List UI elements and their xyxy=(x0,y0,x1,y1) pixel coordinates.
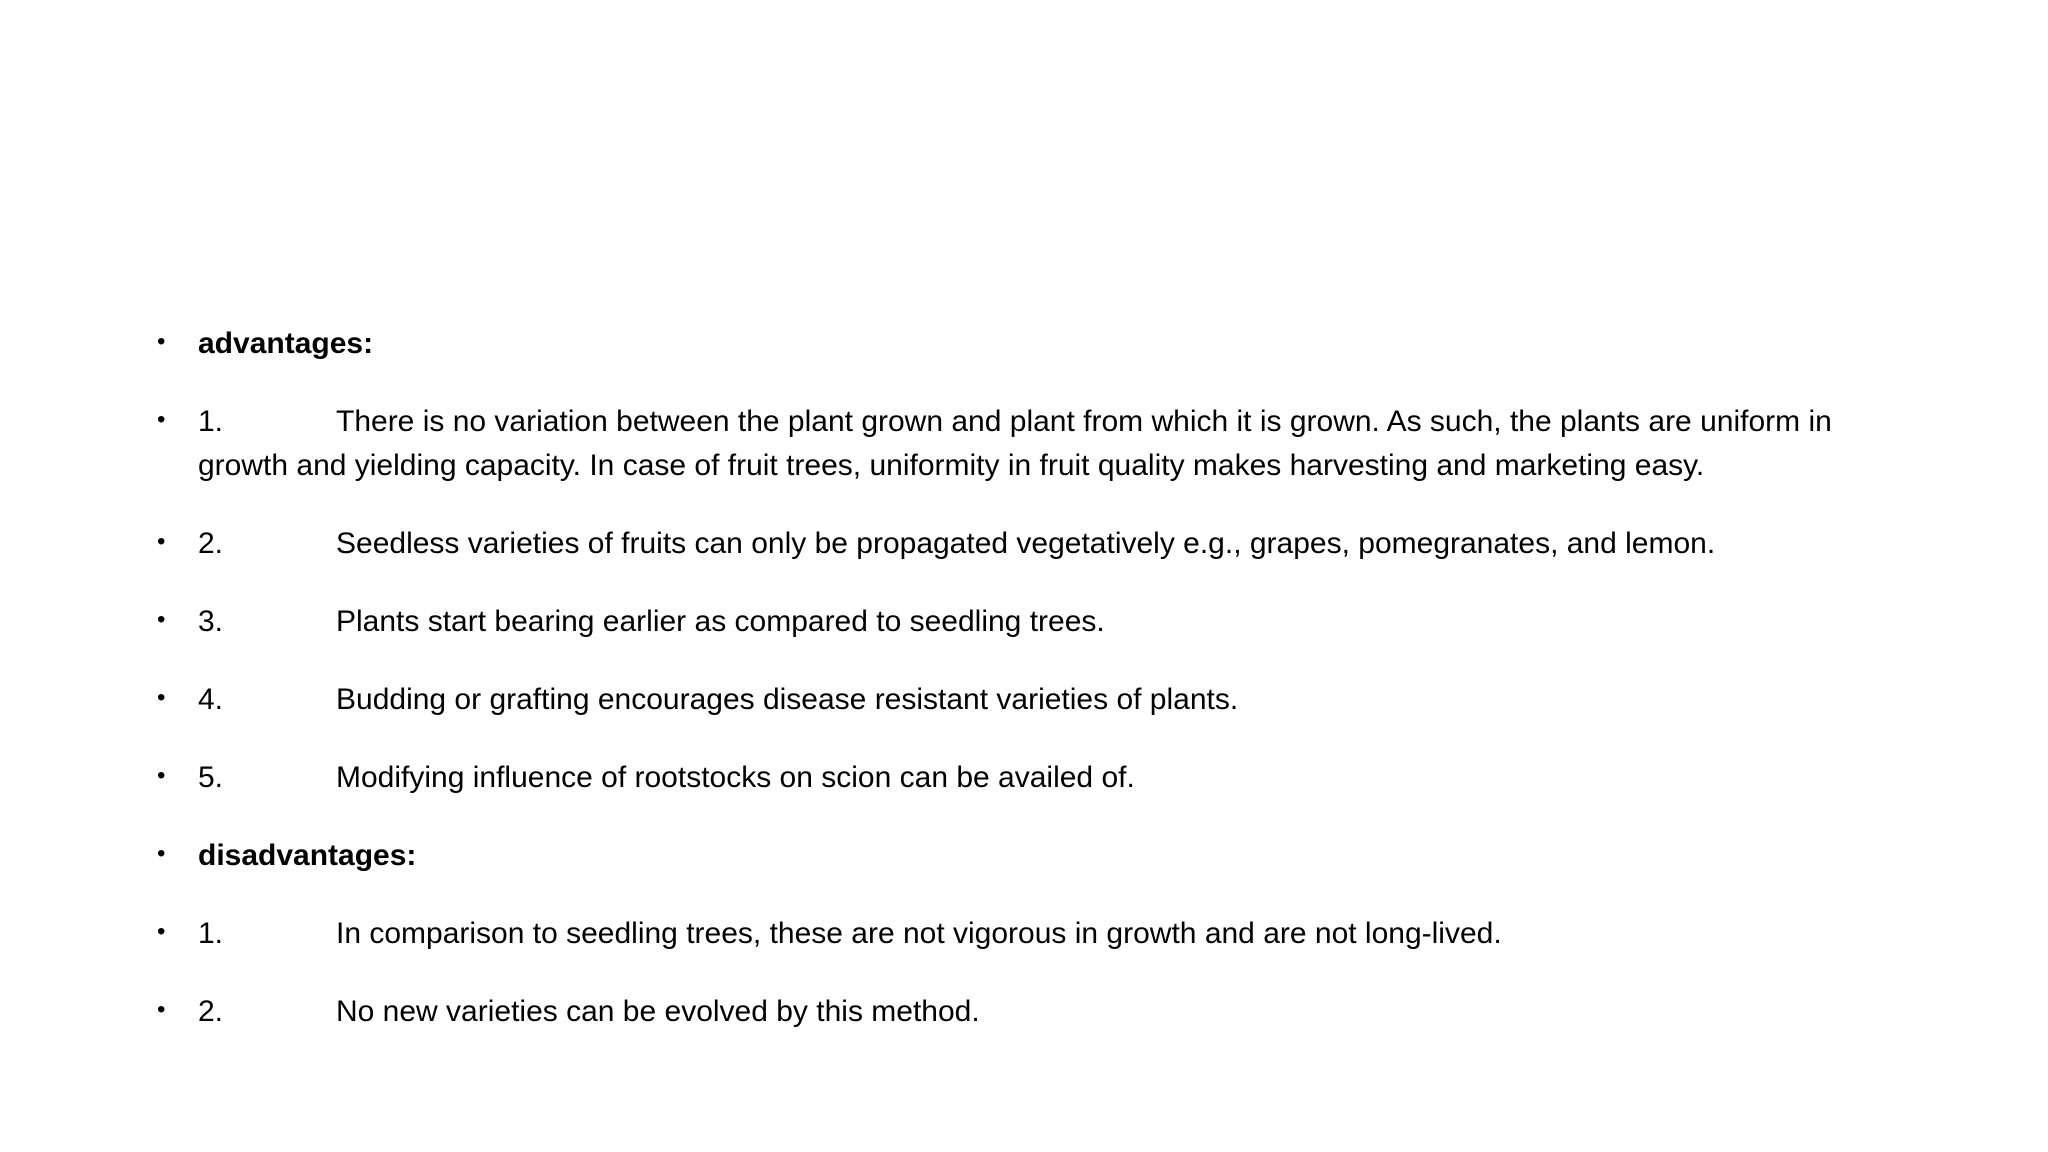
list-item-disadvantages-heading xyxy=(153,834,1913,878)
list-item xyxy=(153,912,1913,956)
item-text: Budding or grafting encourages disease resistant varieties of plants. xyxy=(336,683,1239,716)
bullet-icon: • xyxy=(157,528,166,555)
section-heading: advantages: xyxy=(198,327,374,360)
section-heading: disadvantages: xyxy=(198,839,417,872)
bullet-list xyxy=(153,322,1913,1068)
item-number: 2. xyxy=(198,995,224,1028)
item-number: 3. xyxy=(198,605,224,638)
list-item xyxy=(153,756,1913,800)
item-number: 1. xyxy=(198,917,224,950)
list-item xyxy=(153,990,1913,1034)
item-number: 2. xyxy=(198,527,224,560)
bullet-icon: • xyxy=(157,840,166,867)
bullet-icon: • xyxy=(157,606,166,633)
item-text: In comparison to seedling trees, these are not vigorous in growth and are not long-lived. xyxy=(336,917,1502,950)
list-item xyxy=(153,400,1913,488)
item-number: 4. xyxy=(198,683,224,716)
item-text: No new varieties can be evolved by this method. xyxy=(336,995,980,1028)
bullet-icon: • xyxy=(157,918,166,945)
item-number: 5. xyxy=(198,761,224,794)
bullet-icon: • xyxy=(157,328,166,355)
bullet-icon: • xyxy=(157,684,166,711)
item-text: Modifying influence of rootstocks on scion can be availed of. xyxy=(336,761,1135,794)
list-item-advantages-heading xyxy=(153,322,1913,366)
item-text: There is no variation between the plant grown and plant from which it is grown. As such, the plants are uniform in growth and yielding capacity. In case of fruit trees, uniformity in fruit quality makes harvesting and marketing easy. xyxy=(198,405,1832,482)
item-text: Plants start bearing earlier as compared to seedling trees. xyxy=(336,605,1105,638)
list-item xyxy=(153,522,1913,566)
item-number: 1. xyxy=(198,405,224,438)
bullet-icon: • xyxy=(157,406,166,433)
list-item xyxy=(153,678,1913,722)
bullet-icon: • xyxy=(157,762,166,789)
bullet-icon: • xyxy=(157,996,166,1023)
item-text: Seedless varieties of fruits can only be propagated vegetatively e.g., grapes, pomegranates, and lemon. xyxy=(336,527,1716,560)
list-item xyxy=(153,600,1913,644)
